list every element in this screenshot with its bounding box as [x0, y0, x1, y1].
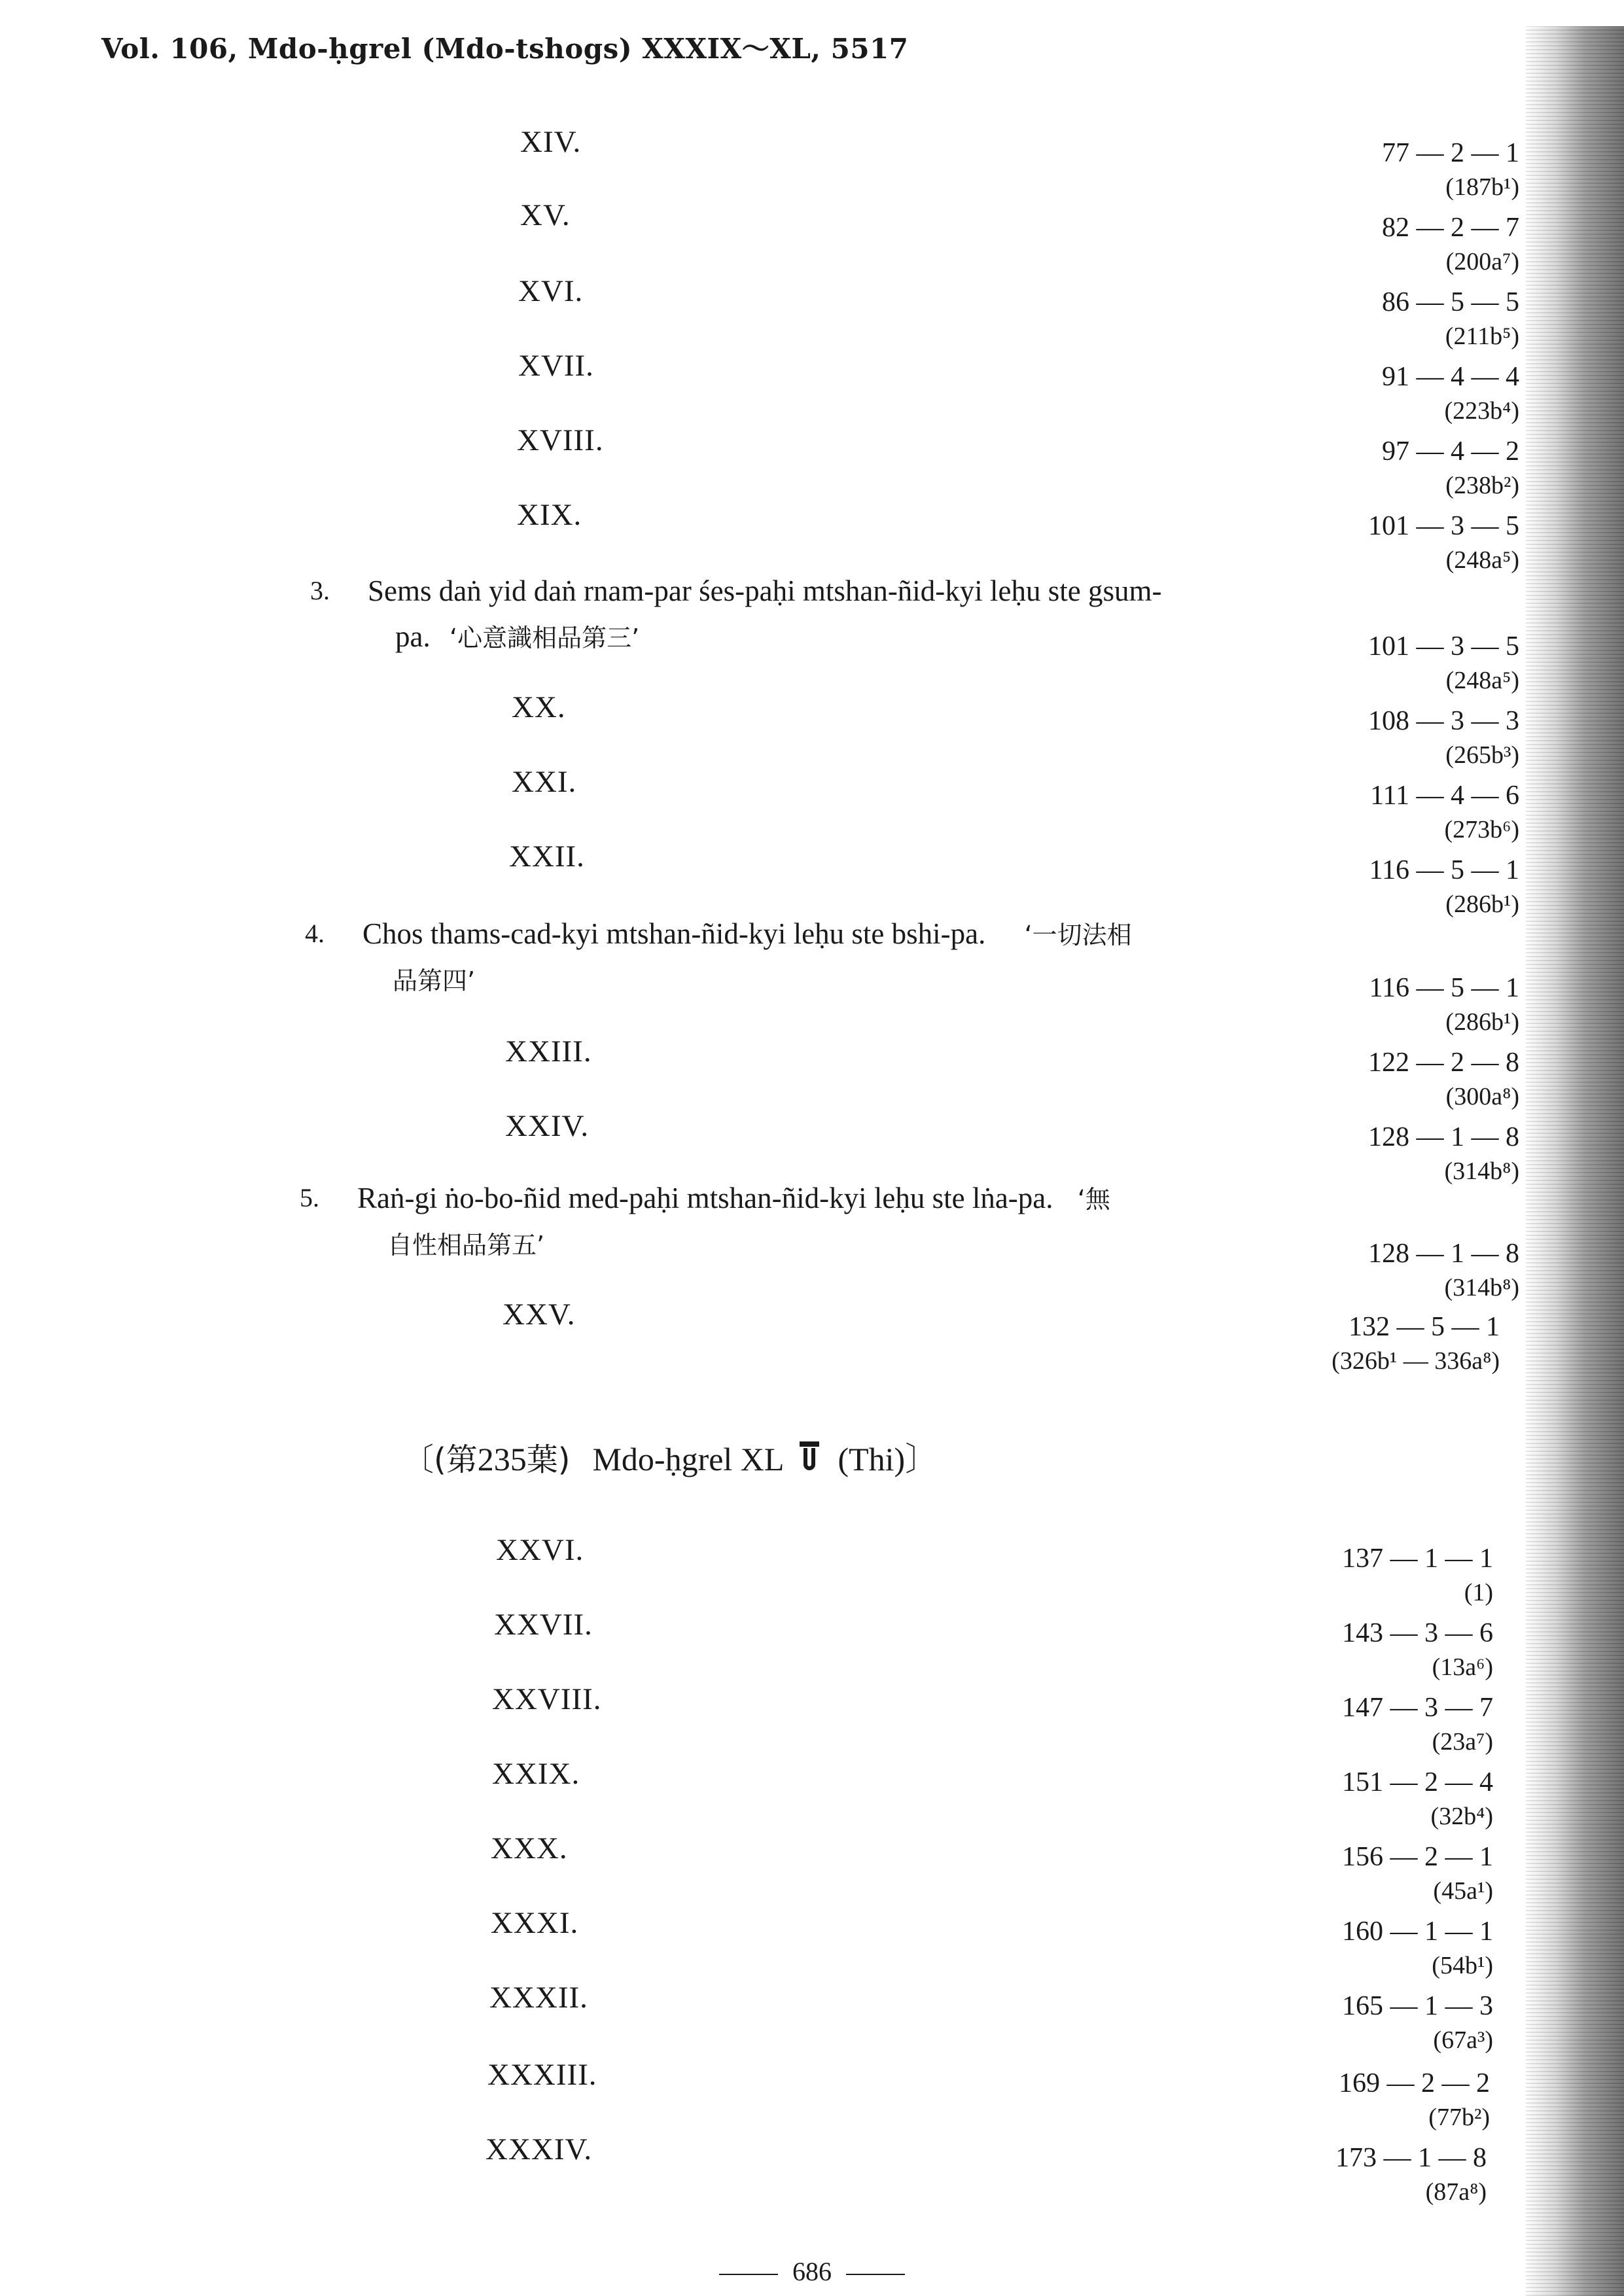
- folio-reference: (45a¹): [1433, 1877, 1493, 1905]
- page-reference: [1370, 779, 1519, 847]
- chapter-number: XXI.: [512, 765, 577, 799]
- chapter-number: XXIX.: [492, 1757, 580, 1791]
- page-reference: [1342, 1616, 1493, 1684]
- page-reference: [1368, 629, 1519, 698]
- chapter-number: XXXII.: [489, 1981, 588, 2015]
- reference-triple: 97 — 4 — 2: [1382, 436, 1519, 467]
- reference-triple: 132 — 5 — 1: [1349, 1312, 1500, 1342]
- chinese-title: ‘一切法相: [1024, 921, 1132, 949]
- scanned-page-edge: [1526, 26, 1624, 2296]
- chapter-number: XXVII.: [494, 1608, 593, 1642]
- folio-reference: (286b¹): [1445, 1008, 1519, 1036]
- chapter-number: XVIII.: [517, 423, 604, 457]
- section-title-line: [362, 911, 1132, 958]
- reference-triple: 137 — 1 — 1: [1342, 1544, 1493, 1574]
- section-number: 4.: [305, 919, 325, 948]
- folio-reference: (248a⁵): [1445, 546, 1519, 574]
- folio-reference: (314b⁸): [1444, 1274, 1519, 1301]
- section-title-text: Raṅ-gi ṅo-bo-ñid med-paḥi mtshan-ñid-kyi leḥu ste lṅa-pa.: [357, 1182, 1053, 1214]
- page-reference: [1368, 704, 1519, 772]
- section-title-line: [357, 1175, 1110, 1222]
- folio-reference: (77b²): [1428, 2104, 1490, 2131]
- reference-triple: 128 — 1 — 8: [1368, 1122, 1519, 1152]
- page-reference: [1342, 1542, 1493, 1610]
- chinese-title-continued: 自性相品第五’: [387, 1231, 545, 1260]
- page-reference: [1368, 1237, 1519, 1305]
- section-number: 5.: [300, 1183, 319, 1212]
- chapter-number: XXV.: [503, 1298, 576, 1332]
- chapter-number: XX.: [512, 690, 566, 724]
- chapter-number: XXXIV.: [485, 2132, 593, 2166]
- folio-reference: (273b⁶): [1444, 816, 1519, 843]
- footer-rule-left: [719, 2274, 778, 2275]
- chapter-number: XXVI.: [496, 1533, 584, 1567]
- section-title-text: Chos thams-cad-kyi mtshan-ñid-kyi leḥu ste bshi-pa.: [362, 917, 986, 950]
- section-title: [305, 911, 1132, 1004]
- folio-reference: (67a³): [1433, 2026, 1493, 2054]
- reference-triple: 116 — 5 — 1: [1369, 973, 1519, 1003]
- heading-transliteration: (Thi)〕: [838, 1441, 938, 1477]
- folio-reference: (32b⁴): [1430, 1803, 1493, 1830]
- reference-triple: 156 — 2 — 1: [1342, 1842, 1493, 1872]
- chapter-number: XXVIII.: [492, 1682, 602, 1716]
- chapter-number: XIX.: [517, 498, 582, 532]
- folio-reference: (200a⁷): [1445, 248, 1519, 275]
- folio-reference: (54b¹): [1432, 1952, 1493, 1979]
- reference-triple: 147 — 3 — 7: [1342, 1693, 1493, 1723]
- chapter-number: XVI.: [518, 274, 584, 308]
- page-reference: [1368, 1046, 1519, 1114]
- reference-triple: 143 — 3 — 6: [1342, 1618, 1493, 1648]
- folio-reference: (187b¹): [1445, 173, 1519, 201]
- section-title: [310, 568, 1162, 661]
- chapter-number: XXX.: [491, 1831, 568, 1865]
- section-title-line: [368, 614, 1162, 661]
- page-reference: [1382, 285, 1519, 353]
- chapter-number: XXIII.: [505, 1034, 592, 1069]
- page-reference: [1368, 1120, 1519, 1188]
- reference-triple: 108 — 3 — 3: [1368, 706, 1519, 736]
- page-reference: [1369, 971, 1519, 1039]
- chapter-number: XXIV.: [505, 1109, 590, 1143]
- reference-triple: 77 — 2 — 1: [1382, 138, 1519, 168]
- reference-triple: 173 — 1 — 8: [1335, 2143, 1487, 2173]
- footer-rule-right: [846, 2274, 905, 2275]
- folio-reference: (238b²): [1445, 472, 1519, 499]
- folio-reference: (314b⁸): [1444, 1157, 1519, 1185]
- page-reference: [1342, 1765, 1493, 1833]
- chinese-title: ‘無: [1077, 1185, 1110, 1214]
- page-reference: [1342, 1840, 1493, 1908]
- reference-triple: 116 — 5 — 1: [1369, 855, 1519, 885]
- tibetan-letter-thi-icon: [800, 1439, 819, 1475]
- page-reference: [1382, 360, 1519, 428]
- folio-reference: (13a⁶): [1432, 1653, 1493, 1681]
- page-reference: [1342, 1989, 1493, 2057]
- chinese-title-continued: 品第四’: [393, 966, 476, 995]
- page-reference: [1339, 2066, 1490, 2134]
- chapter-number: XVII.: [518, 349, 594, 383]
- page-reference: [1335, 2141, 1487, 2209]
- chapter-number: XXXIII.: [487, 2058, 597, 2092]
- reference-triple: 122 — 2 — 8: [1368, 1048, 1519, 1078]
- reference-triple: 160 — 1 — 1: [1342, 1916, 1493, 1947]
- page-reference: [1368, 509, 1519, 577]
- reference-triple: 151 — 2 — 4: [1342, 1767, 1493, 1797]
- folio-reference: (87a⁸): [1425, 2178, 1487, 2206]
- heading-cn-suffix: 葉): [526, 1441, 571, 1478]
- section-title: [300, 1175, 1110, 1268]
- page-reference: [1342, 1915, 1493, 1983]
- reference-triple: 169 — 2 — 2: [1339, 2068, 1490, 2098]
- heading-open-bracket: 〔(第: [402, 1441, 478, 1478]
- chinese-title: ‘心意識相品第三’: [449, 624, 640, 652]
- page-reference: [1382, 434, 1519, 503]
- page-reference: [1382, 211, 1519, 279]
- reference-triple: 101 — 3 — 5: [1368, 631, 1519, 662]
- reference-triple: 128 — 1 — 8: [1368, 1239, 1519, 1269]
- reference-triple: 86 — 5 — 5: [1382, 287, 1519, 317]
- reference-triple: 165 — 1 — 3: [1342, 1991, 1493, 2021]
- page-reference: [1342, 1691, 1493, 1759]
- chapter-number: XIV.: [520, 125, 582, 159]
- chapter-number: XXII.: [509, 839, 585, 874]
- folio-reference: (23a⁷): [1432, 1728, 1493, 1756]
- page-reference: [1332, 1310, 1500, 1378]
- running-header: Vol. 106, Mdo-ḥgrel (Mdo-tshogs) XXXIX～XL, 5517: [101, 33, 909, 65]
- chapter-number: XXXI.: [491, 1906, 579, 1940]
- folio-reference: (211b⁵): [1445, 323, 1519, 350]
- page-reference: [1382, 136, 1519, 204]
- folio-reference: (300a⁸): [1445, 1083, 1519, 1110]
- page-footer: [0, 2256, 1624, 2287]
- volume-number: 235: [477, 1441, 527, 1477]
- folio-reference: (1): [1464, 1579, 1493, 1606]
- volume-heading: [402, 1433, 938, 1480]
- reference-triple: 101 — 3 — 5: [1368, 511, 1519, 541]
- heading-title: Mdo-ḥgrel XL: [592, 1441, 785, 1477]
- folio-reference: (248a⁵): [1445, 667, 1519, 694]
- folio-reference: (286b¹): [1445, 891, 1519, 918]
- reference-triple: 91 — 4 — 4: [1382, 362, 1519, 392]
- page-number: 686: [792, 2257, 832, 2286]
- section-title-ending: pa.: [395, 620, 431, 653]
- section-number: 3.: [310, 576, 330, 605]
- reference-triple: 111 — 4 — 6: [1370, 781, 1519, 811]
- folio-reference: (265b³): [1445, 741, 1519, 769]
- page-reference: [1369, 853, 1519, 921]
- section-title-line: Sems daṅ yid daṅ rnam-par śes-paḥi mtshan-ñid-kyi leḥu ste gsum-: [368, 574, 1162, 607]
- folio-reference: (326b¹ — 336a⁸): [1332, 1347, 1500, 1375]
- chapter-number: XV.: [520, 198, 571, 232]
- folio-reference: (223b⁴): [1444, 397, 1519, 425]
- reference-triple: 82 — 2 — 7: [1382, 213, 1519, 243]
